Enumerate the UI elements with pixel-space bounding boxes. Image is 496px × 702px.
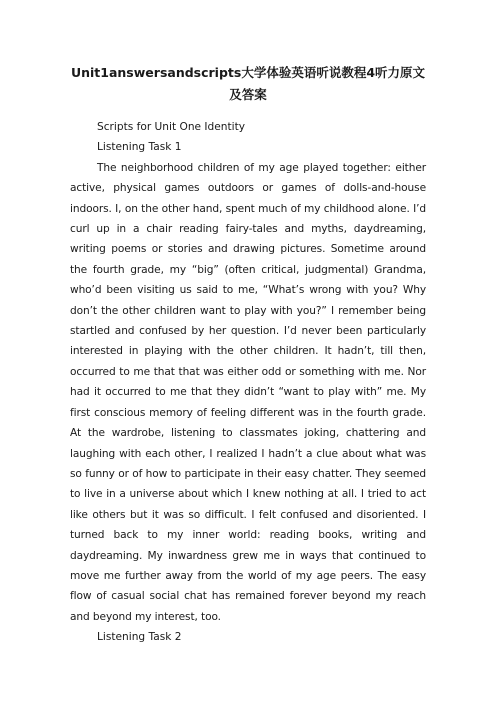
document-body — [70, 117, 426, 648]
listening-task-2-label: Listening Task 2 — [97, 631, 182, 644]
document-title-line-1: Unit1answersandscripts大学体验英语听说教程4听力原文 — [70, 65, 426, 80]
listening-task-1-label: Listening Task 1 — [97, 141, 182, 154]
document-title-line-2: 及答案 — [229, 87, 267, 102]
listening-task-1-paragraph: The neighborhood children of my age played together: either active, physical games outdoors or games of dolls-and-house indoors. I, on the other hand, spent much of my childhood alone. I’d curl up in a chair reading fairy-tales and myths, daydreaming, writing poems or stories and drawing pictures. Sometime around the fourth grade, my “big” (often critical, judgmental) Grandma, who’d been visiting us said to me, “What’s wrong with you? Why don’t the other children want to play with you?” I remember being startled and confused by her question. I’d never been particularly interested in playing with the other children. It hadn’t, till then, occurred to me that that was either odd or something with me. Nor had it occurred to me that they didn’t “want to play with” me. My first conscious memory of feeling different was in the fourth grade. At the wardrobe, listening to classmates joking, chattering and laughing with each other, I realized I hadn’t a clue about what was so funny or of how to participate in their easy chatter. They seemed to live in a universe about which I knew nothing at all. I tried to act like others but it was so difficult. I felt confused and disoriented. I turned back to my inner world: reading books, writing and daydreaming. My inwardness grew me in ways that continued to move me further away from the world of my age peers. The easy flow of casual social chat has remained forever beyond my reach and beyond my interest, too. — [70, 161, 426, 623]
scripts-heading: Scripts for Unit One Identity — [97, 121, 246, 133]
document-title — [40, 62, 456, 106]
